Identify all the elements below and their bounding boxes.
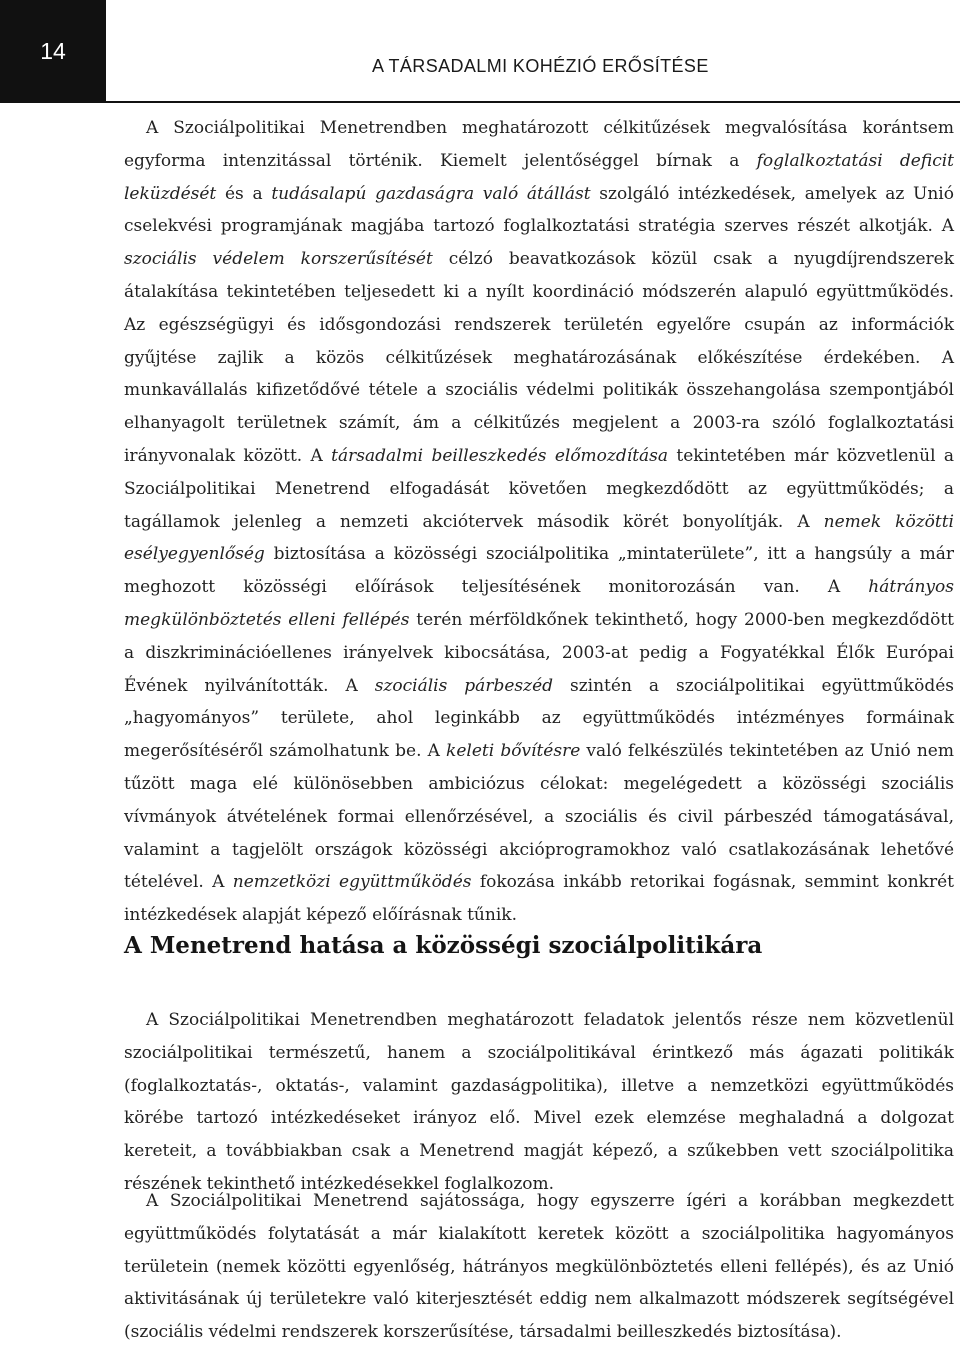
text-run: célzó beavatkozások közül csak a nyugdíjrendszerek átalakítása tekintetében teljesedett ki a nyílt koordináció módszerén alapuló együttműködés. Az egészségügyi és idősgondozási rendszerek területén egyelőre csupán az információk gyűjtése zajlik a közös célkitűzések meghatározásának előkészítése érdekében. A munkavállalás kifizetődővé tétele a szociális védelmi politikák összehangolása szempontjából elhanyagolt területnek számít, ám a célkitűzés megjelent a 2003-ra szóló foglalkoztatási irányvonalak között. A (124, 249, 954, 466)
emphasized-term: foglalkoztatási deficit leküzdését (124, 150, 954, 204)
paragraph-section-2: A Szociálpolitikai Menetrend sajátossága, hogy egyszerre ígéri a korábban megkezdett együttműködés folytatását a már kialakított keretek között a szociálpolitika hagyományos területein (nemek közötti egyenlőség, hátrányos megkülönböztetés elleni fellépés), és az Unió aktivitásának új területekre való kiterjesztését eddig nem alkalmazott módszerek segítségével (szociális védelmi rendszerek korszerűsítése, társadalmi beilleszkedés biztosítása). (124, 1191, 954, 1343)
text-run: terén mérföldkőnek tekinthető, hogy 2000-ben megkezdődött a diszkriminációellenes irányelvek kibocsátása, 2003-at pedig a Fogyatékkal Élők Európai Évének nyilvánították. A (124, 609, 954, 696)
text-run: A Szociálpolitikai Menetrendben meghatározott célkitűzések megvalósítása korántsem egyforma intenzitással történik. Kiemelt jelentőséggel bírnak a (124, 118, 954, 171)
running-header-title: A TÁRSADALMI KOHÉZIÓ ERŐSÍTÉSE (372, 56, 709, 76)
page-number: 14 (40, 38, 66, 64)
text-run: és a (216, 183, 272, 204)
header-divider (106, 101, 960, 103)
emphasized-term: hátrányos megkülönböztetés elleni fellépés (124, 577, 954, 630)
body-text-block (124, 112, 954, 932)
paragraph-section-1: A Szociálpolitikai Menetrendben meghatározott feladatok jelentős része nem közvetlenül szociálpolitikai természetű, hanem a szociálpolitikával érintkező más ágazati politikák (foglalkoztatás-, oktatás-, valamint gazdaságpolitika), illetve a nemzetközi együttműködés körébe tartozó intézkedéseket irányoz elő. Mivel ezek elemzése meghaladná a dolgozat kereteit, a továbbiakban csak a Menetrend magját képező, a szűkebben vett szociálpolitika részének tekinthető intézkedésekkel foglalkozom. (124, 1010, 954, 1194)
section-text-block-1 (124, 1004, 954, 1201)
section-text-block-2 (124, 1185, 954, 1349)
page-number-box (0, 0, 106, 103)
text-run: való felkészülés tekintetében az Unió nem tűzött maga elé különösebben ambiciózus célokat: megelégedett a közösségi szociális vívmányok átvételének formai ellenőrzésével, a szociális és civil párbeszéd támogatásával, valamint a tagjelölt országok közösségi akcióprogramokhoz való csatlakozásának lehetővé tételével. A (124, 741, 954, 893)
emphasized-term: keleti bővítésre (446, 741, 581, 762)
emphasized-term: társadalmi beilleszkedés előmozdítása (331, 445, 669, 466)
text-run: szintén a szociálpolitikai együttműködés „hagyományos” területe, ahol leginkább az együttműködés intézményes formáinak megerősítéséről számolhatunk be. A (124, 675, 954, 762)
text-run: szolgáló intézkedések, amelyek az Unió cselekvési programjának magjába tartozó foglalkoztatási stratégia szerves részét alkotják. A (124, 183, 954, 237)
text-run: biztosítása a közösségi szociálpolitika „mintaterülete”, itt a hangsúly a már meghozott közösségi előírások teljesítésének monitorozásán van. A (124, 544, 954, 598)
paragraph-intro (124, 112, 954, 932)
text-run: tekintetében már közvetlenül a Szociálpolitikai Menetrend elfogadását követően megkezdődött az együttműködés; a tagállamok jelenleg a nemzeti akciótervek második körét bonyolítják. A (124, 445, 954, 532)
emphasized-term: tudásalapú gazdaságra való átállást (271, 183, 591, 204)
section-heading: A Menetrend hatása a közösségi szociálpolitikára (124, 932, 763, 959)
emphasized-term: nemek közötti esélyegyenlőség (124, 511, 954, 565)
emphasized-term: nemzetközi együttműködés (232, 872, 472, 893)
emphasized-term: szociális párbeszéd (374, 675, 554, 696)
emphasized-term: szociális védelem korszerűsítését (124, 249, 433, 270)
text-run: fokozása inkább retorikai fogásnak, semmint konkrét intézkedések alapját képező előírásnak tűnik. (124, 872, 955, 926)
